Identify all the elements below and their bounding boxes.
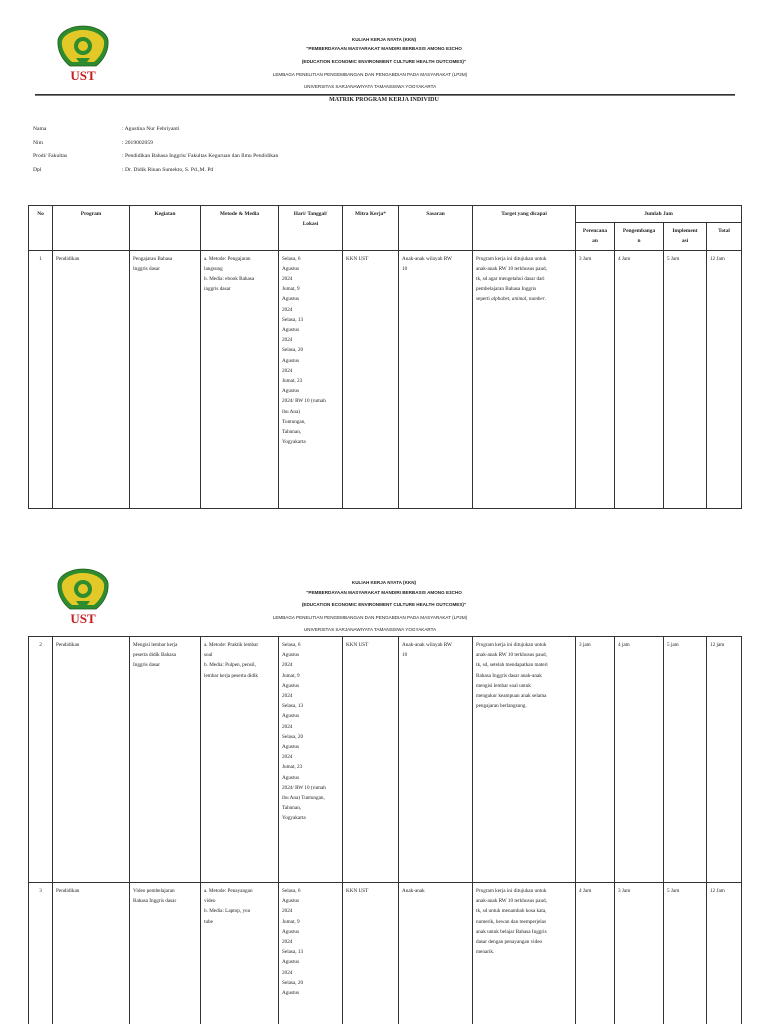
cell-implementasi: 5 jam [664, 637, 707, 883]
svg-text:UST: UST [70, 68, 96, 83]
cell-no: 2 [29, 637, 53, 883]
cell-kegiatan: Mengisi lembar kerja peserta didik Bahasa Inggris dasar [130, 637, 201, 883]
cell-sasaran: Anak-anak wilayah RW 10 [399, 637, 473, 883]
table-header-row [29, 206, 742, 223]
cell-metode: a. Metode: Pengajaran langsung b. Media: ebook Bahasa inggris dasar [201, 250, 279, 508]
cell-perencanaan: 4 Jam [576, 883, 615, 1024]
ust-logo-icon [54, 22, 112, 86]
cell-total: 12 Jam [707, 250, 742, 508]
cell-sasaran: Anak-anak [399, 883, 473, 1024]
header-university: UNIVERSITAS SARJANAWIYATA TAMANSISWA YOGYAKARTA [303, 627, 437, 632]
col-header-implementasi: Implement asi [664, 223, 707, 250]
cell-no: 1 [29, 250, 53, 508]
cell-target: Program kerja ini ditujukan untuk anak-anak RW 10 terkhusus paud, tk, sd, setelah mendapatkan materi Bahasa Inggris dasar anak-anak mengisi lembar soal untuk mengukur keampuan anak selama pengajaran berlangsung. [473, 637, 576, 883]
cell-program: Pendidikan [53, 250, 130, 508]
info-row-nim: Nim : 2019002059 [33, 139, 153, 146]
table-row [29, 883, 742, 1024]
table-row [29, 250, 742, 508]
col-header-total: Total [707, 223, 742, 250]
student-info [33, 123, 278, 177]
col-header-hari: Hari/ Tanggal/ Lokasi [279, 206, 343, 251]
program-matrix-table [28, 205, 742, 509]
header-theme-acronym: (EDUCATION ECONOMIC ENVIRONMENT CULTURE HEALTH OUTCOMES)" [301, 602, 467, 607]
info-row-name: Nama : Agustina Nur Febriyanti [33, 126, 180, 132]
cell-implementasi: 5 Jam [664, 883, 707, 1024]
svg-text:UST: UST [70, 611, 96, 626]
document-title: MATRIK PROGRAM KERJA INDIVIDU [329, 97, 439, 103]
cell-metode: a. Metode: Penayangan video b. Media: Laptop, you tube [201, 883, 279, 1024]
header-program-name: KULIAH KERJA NYATA (KKN) [351, 580, 417, 585]
col-header-perencanaan: Perencana an [576, 223, 615, 250]
info-row-prodi: Prodi/ Fakultas : Pendidikan Bahasa Inggris/ Fakultas Keguruan dan Ilmu Pendidikan [33, 153, 279, 159]
header-theme-line: "PEMBERDAYAAN MASYARAKAT MANDIRI BERBASIS AMONG E3CHO [306, 590, 462, 595]
cell-sasaran: Anak-anak wilayah RW 10 [399, 250, 473, 508]
cell-mitra: KKN UST [343, 637, 399, 883]
cell-mitra: KKN UST [343, 250, 399, 508]
header-theme-acronym: (EDUCATION ECONOMIC ENVIRONMENT CULTURE HEALTH OUTCOMES)" [301, 59, 467, 64]
cell-target: Program kerja ini ditujukan untuk anak-anak RW 10 terkhusus paud, tk, sd untuk menambah kosa kata, numerik, hewan dan memperjelas anak untuk belajar Bahasa Inggris dasar dengan penayangan video menarik. [473, 883, 576, 1024]
cell-program: Pendidikan [53, 883, 130, 1024]
cell-implementasi: 5 Jam [664, 250, 707, 508]
cell-program: Pendidikan [53, 637, 130, 883]
header-institute: LEMBAGA PENELITIAN PENGEMBANGAN DAN PENGABDIAN PADA MASYARAKAT (LP2M) [272, 615, 468, 620]
col-header-program: Program [53, 206, 130, 251]
header-theme-line: "PEMBERDAYAAN MASYARAKAT MANDIRI BERBASIS AMONG E3CHO [306, 46, 462, 51]
col-header-sasaran: Sasaran [399, 206, 473, 251]
col-header-mitra: Mitra Kerja* [343, 206, 399, 251]
col-header-metode: Metode & Media [201, 206, 279, 251]
cell-hari: Selasa, 6 Agustus 2024 Jumat, 9 Agustus 2024 Selasa, 13 Agustus 2024 Selasa, 20 Agustus 2024 Jumat, 23 Agustus 2024/ RW 10 (rumah ibu Ana) Tuntungan, Tahunan, Yogyakarta [279, 250, 343, 508]
cell-kegiatan: Video pembelajaran Bahasa Inggris dasar [130, 883, 201, 1024]
cell-target: Program kerja ini ditujukan untuk anak-anak RW 10 terkhusus paud, tk, sd agar mengetahui dasar dari pembelajaran Bahasa Inggris seperti alphabet, animal, number. [473, 250, 576, 508]
cell-perencanaan: 3 Jam [576, 250, 615, 508]
col-header-kegiatan: Kegiatan [130, 206, 201, 251]
header-institute: LEMBAGA PENELITIAN PENGEMBANGAN DAN PENGABDIAN PADA MASYARAKAT (LP2M) [272, 72, 468, 77]
col-header-no: No [29, 206, 53, 251]
col-header-pengembangan: Pengembanga n [615, 223, 664, 250]
cell-no: 3 [29, 883, 53, 1024]
cell-kegiatan: Pengajaran Bahasa Inggris dasar [130, 250, 201, 508]
document-page-2 [0, 545, 768, 1024]
cell-metode: a. Metode: Praktik lembar soal b. Media: Pulpen, pensil, lembar kerja peserta didik [201, 637, 279, 883]
target-emphasis: alphabet, animal, number [491, 296, 545, 303]
header-divider [35, 94, 735, 96]
col-header-target: Target yang dicapai [473, 206, 576, 251]
cell-hari: Selasa, 6 Agustus 2024 Jumat, 9 Agustus 2024 Selasa, 13 Agustus 2024 Selasa, 20 Agustus 2024 Jumat, 23 Agustus 2024/ RW 10 (rumah ibu Ana) Tuntungan, Tahunan, Yogyakarta [279, 637, 343, 883]
header-university: UNIVERSITAS SARJANAWIYATA TAMANSISWA YOGYAKARTA [303, 84, 437, 89]
info-row-dpl: Dpl : Dr. Didik Rinan Sumekto, S. Pd.,M. Pd [33, 166, 214, 173]
table-row [29, 637, 742, 883]
cell-mitra: KKN UST [343, 883, 399, 1024]
cell-pengembangan: 4 Jam [615, 250, 664, 508]
cell-hari: Selasa, 6 Agustus 2024 Jumat, 9 Agustus 2024 Selasa, 13 Agustus 2024 Selasa, 20 Agustus [279, 883, 343, 1024]
col-header-jumlah-jam: Jumlah Jam [576, 206, 742, 223]
cell-perencanaan: 3 jam [576, 637, 615, 883]
header-program-name: KULIAH KERJA NYATA (KKN) [351, 37, 417, 42]
ust-logo-icon [54, 565, 112, 629]
cell-total: 12 Jam [707, 883, 742, 1024]
cell-total: 12 jam [707, 637, 742, 883]
cell-pengembangan: 4 jam [615, 637, 664, 883]
program-matrix-table-continued [28, 636, 742, 1024]
cell-pengembangan: 3 Jam [615, 883, 664, 1024]
